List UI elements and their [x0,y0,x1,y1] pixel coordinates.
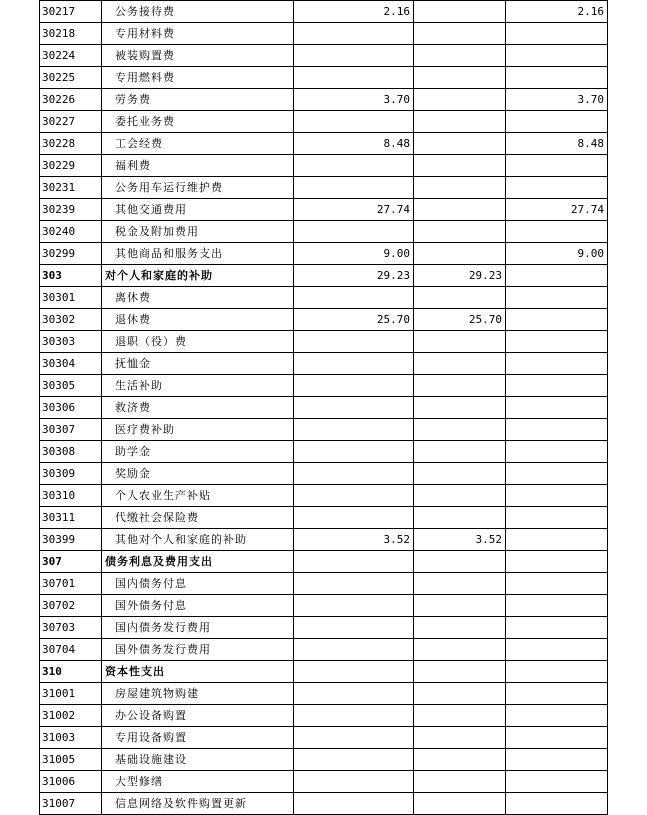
row-name: 个人农业生产补贴 [102,485,294,507]
row-code: 30307 [40,419,102,441]
row-total [294,287,414,309]
table-row [40,771,608,793]
row-code: 30227 [40,111,102,133]
row-basic [414,23,506,45]
table-row [40,683,608,705]
row-name: 公务接待费 [102,1,294,23]
row-project [506,177,608,199]
row-basic [414,771,506,793]
row-code: 30399 [40,529,102,551]
row-total [294,573,414,595]
row-total: 27.74 [294,199,414,221]
table-row [40,639,608,661]
row-total [294,221,414,243]
row-basic [414,45,506,67]
row-total [294,683,414,705]
table-row [40,661,608,683]
row-name: 被装购置费 [102,45,294,67]
row-basic: 25.70 [414,309,506,331]
row-name: 专用材料费 [102,23,294,45]
row-basic [414,375,506,397]
row-basic [414,551,506,573]
row-total [294,463,414,485]
row-name: 房屋建筑物购建 [102,683,294,705]
row-code: 30310 [40,485,102,507]
table-row [40,595,608,617]
row-project [506,23,608,45]
row-basic [414,727,506,749]
row-basic [414,199,506,221]
row-basic [414,683,506,705]
row-name: 专用设备购置 [102,727,294,749]
table-row [40,67,608,89]
row-code: 307 [40,551,102,573]
row-project [506,617,608,639]
row-project [506,749,608,771]
row-basic [414,419,506,441]
row-total: 25.70 [294,309,414,331]
table-row [40,45,608,67]
table-row [40,177,608,199]
row-name: 专用燃料费 [102,67,294,89]
table-row [40,309,608,331]
row-total [294,23,414,45]
row-total: 3.70 [294,89,414,111]
row-code: 30225 [40,67,102,89]
row-code: 30229 [40,155,102,177]
budget-expenditure-table [39,0,608,815]
row-name: 助学金 [102,441,294,463]
row-code: 30308 [40,441,102,463]
row-code: 30226 [40,89,102,111]
row-code: 31005 [40,749,102,771]
row-code: 30702 [40,595,102,617]
row-basic [414,639,506,661]
row-basic [414,89,506,111]
row-total [294,155,414,177]
row-name: 代缴社会保险费 [102,507,294,529]
row-total [294,639,414,661]
row-name: 大型修缮 [102,771,294,793]
row-code: 30240 [40,221,102,243]
row-project [506,441,608,463]
row-project [506,397,608,419]
row-project [506,287,608,309]
table-row [40,617,608,639]
row-basic [414,1,506,23]
table-row [40,573,608,595]
row-code: 30303 [40,331,102,353]
row-total [294,177,414,199]
row-basic [414,441,506,463]
row-project [506,551,608,573]
table-row [40,793,608,815]
row-code: 31003 [40,727,102,749]
row-project [506,45,608,67]
row-project: 27.74 [506,199,608,221]
row-total [294,353,414,375]
row-basic [414,177,506,199]
row-name: 退职（役）费 [102,331,294,353]
row-basic [414,133,506,155]
row-project [506,353,608,375]
row-name: 国内债务发行费用 [102,617,294,639]
row-name: 福利费 [102,155,294,177]
row-basic [414,243,506,265]
row-total [294,749,414,771]
row-total [294,375,414,397]
table-row [40,199,608,221]
row-name: 资本性支出 [102,661,294,683]
table-row [40,441,608,463]
row-basic [414,353,506,375]
row-code: 31002 [40,705,102,727]
row-project: 2.16 [506,1,608,23]
table-row [40,507,608,529]
table-row [40,331,608,353]
table-row [40,23,608,45]
row-name: 公务用车运行维护费 [102,177,294,199]
row-code: 30217 [40,1,102,23]
row-name: 生活补助 [102,375,294,397]
row-total [294,727,414,749]
row-name: 救济费 [102,397,294,419]
table-row [40,133,608,155]
row-name: 信息网络及软件购置更新 [102,793,294,815]
row-name: 奖励金 [102,463,294,485]
row-name: 委托业务费 [102,111,294,133]
row-total [294,419,414,441]
row-basic [414,749,506,771]
row-total [294,485,414,507]
row-project [506,705,608,727]
row-name: 医疗费补助 [102,419,294,441]
table-row [40,485,608,507]
row-total [294,595,414,617]
row-project: 8.48 [506,133,608,155]
table-row [40,397,608,419]
row-total [294,45,414,67]
table-row [40,265,608,287]
row-code: 30228 [40,133,102,155]
row-project [506,683,608,705]
row-basic [414,485,506,507]
row-code: 30224 [40,45,102,67]
row-total [294,507,414,529]
row-project [506,221,608,243]
row-code: 30311 [40,507,102,529]
row-name: 退休费 [102,309,294,331]
row-code: 30239 [40,199,102,221]
row-basic [414,793,506,815]
row-code: 30304 [40,353,102,375]
row-project [506,529,608,551]
row-total: 29.23 [294,265,414,287]
row-total [294,771,414,793]
row-name: 其他对个人和家庭的补助 [102,529,294,551]
row-project: 3.70 [506,89,608,111]
row-basic [414,397,506,419]
row-project [506,331,608,353]
row-code: 30703 [40,617,102,639]
row-name: 劳务费 [102,89,294,111]
row-name: 离休费 [102,287,294,309]
table-row [40,111,608,133]
row-project [506,507,608,529]
row-total: 2.16 [294,1,414,23]
table-row [40,463,608,485]
row-project [506,793,608,815]
table-row [40,243,608,265]
row-total [294,617,414,639]
table-row [40,749,608,771]
row-code: 30299 [40,243,102,265]
table-row [40,551,608,573]
row-total [294,551,414,573]
row-project [506,771,608,793]
row-project [506,727,608,749]
row-total: 3.52 [294,529,414,551]
row-total [294,441,414,463]
row-project [506,67,608,89]
row-basic: 29.23 [414,265,506,287]
row-code: 31006 [40,771,102,793]
row-code: 30218 [40,23,102,45]
row-total [294,111,414,133]
row-total [294,67,414,89]
row-name: 其他商品和服务支出 [102,243,294,265]
row-code: 310 [40,661,102,683]
row-basic [414,221,506,243]
row-basic [414,155,506,177]
row-basic [414,111,506,133]
row-name: 国外债务付息 [102,595,294,617]
row-basic [414,617,506,639]
row-total [294,661,414,683]
row-total [294,705,414,727]
row-code: 30704 [40,639,102,661]
row-name: 债务利息及费用支出 [102,551,294,573]
row-code: 30701 [40,573,102,595]
table-row [40,375,608,397]
row-basic [414,67,506,89]
row-basic [414,595,506,617]
row-project [506,639,608,661]
row-name: 其他交通费用 [102,199,294,221]
row-project [506,155,608,177]
row-basic [414,507,506,529]
row-basic [414,331,506,353]
row-total [294,397,414,419]
row-project [506,375,608,397]
row-code: 303 [40,265,102,287]
row-basic: 3.52 [414,529,506,551]
row-name: 基础设施建设 [102,749,294,771]
table-row [40,529,608,551]
table-row [40,705,608,727]
row-basic [414,463,506,485]
row-project: 9.00 [506,243,608,265]
table-row [40,727,608,749]
row-basic [414,573,506,595]
row-code: 30302 [40,309,102,331]
table-row [40,89,608,111]
row-name: 工会经费 [102,133,294,155]
row-name: 国内债务付息 [102,573,294,595]
row-project [506,265,608,287]
row-code: 30231 [40,177,102,199]
row-code: 30305 [40,375,102,397]
row-total [294,331,414,353]
table-row [40,419,608,441]
table-row [40,353,608,375]
row-code: 31001 [40,683,102,705]
table-row [40,155,608,177]
table-row [40,221,608,243]
row-name: 对个人和家庭的补助 [102,265,294,287]
row-name: 办公设备购置 [102,705,294,727]
row-project [506,463,608,485]
row-basic [414,705,506,727]
row-project [506,111,608,133]
row-total: 8.48 [294,133,414,155]
row-total [294,793,414,815]
row-name: 税金及附加费用 [102,221,294,243]
row-project [506,661,608,683]
row-code: 30301 [40,287,102,309]
row-project [506,573,608,595]
row-total: 9.00 [294,243,414,265]
table-row [40,287,608,309]
row-basic [414,661,506,683]
row-basic [414,287,506,309]
row-project [506,485,608,507]
row-name: 抚恤金 [102,353,294,375]
row-code: 30306 [40,397,102,419]
row-project [506,419,608,441]
row-code: 31007 [40,793,102,815]
row-project [506,595,608,617]
row-code: 30309 [40,463,102,485]
row-name: 国外债务发行费用 [102,639,294,661]
table-row [40,1,608,23]
row-project [506,309,608,331]
